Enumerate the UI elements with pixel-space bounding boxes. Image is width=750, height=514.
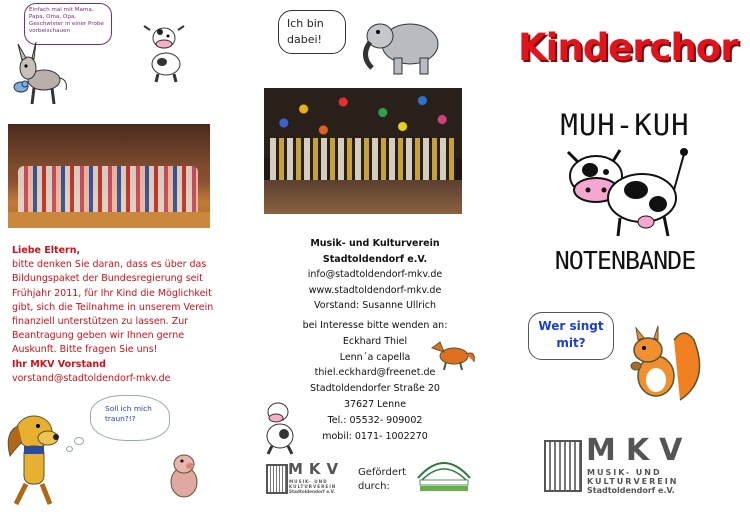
donkey-icon <box>10 42 70 107</box>
mkv-logo-large <box>544 433 714 495</box>
letter-line: Frühjahr 2011, für Ihr Kind die Möglichkeit <box>12 287 212 299</box>
mkv-logo-building-icon <box>266 464 288 494</box>
cow-cartoon-icon <box>142 22 188 84</box>
small-bird-icon <box>12 78 30 94</box>
thought-cloud <box>90 395 170 441</box>
mkv-large-letters: MKV <box>586 433 693 468</box>
contact-intro: bei Interesse bitte wenden an: <box>302 320 448 331</box>
speech-bubble-wer-singt-text: Wer singt mit? <box>538 319 604 350</box>
choir-photo-left <box>8 124 210 228</box>
middle-panel <box>250 0 500 514</box>
org-city: Stadtoldendorf e.V. <box>322 253 428 265</box>
pig-icon <box>164 450 204 500</box>
thought-cloud-text: Soll ich mich traun?!? <box>105 404 152 423</box>
org-name: Musik- und Kulturverein <box>310 238 440 249</box>
funded-label: Gefördert durch: <box>358 467 407 492</box>
sponsor-logo <box>414 458 474 494</box>
mkv-small-sub2: KULTURVEREIN <box>289 484 337 489</box>
contact-line: mobil: 0171- 1002270 <box>322 430 428 442</box>
mkv-large-sub3: Stadtoldendorf e.V. <box>587 486 675 495</box>
right-panel <box>500 0 750 514</box>
org-email[interactable]: info@stadtoldendorf-mkv.de <box>307 269 443 280</box>
letter-signature: Ihr MKV Vorstand <box>12 358 106 370</box>
speech-bubble-dabei <box>278 10 346 54</box>
contact-line: Stadtoldendorfer Straße 20 <box>310 383 440 395</box>
logo-top-text: MUH-KUH <box>560 108 690 142</box>
mkv-large-sub1: MUSIK- UND <box>587 468 662 477</box>
contact-line: Eckhard Thiel <box>342 335 408 347</box>
letter-line: Beantragung geben wir Ihnen gerne <box>12 330 185 342</box>
org-board: Vorstand: Susanne Ullrich <box>314 300 436 311</box>
elephant-icon <box>358 14 444 76</box>
muh-kuh-cow-icon <box>560 142 690 238</box>
mkv-small-sub1: MUSIK- UND <box>289 479 328 484</box>
logo-bottom-text: NOTENBANDE <box>554 246 696 275</box>
letter-greeting: Liebe Eltern, <box>12 245 81 256</box>
letter-line: Bildungspaket der Bundesregierung seit <box>12 273 203 285</box>
squirrel-icon <box>620 320 706 406</box>
left-panel <box>0 0 250 514</box>
mkv-small-sub3: Stadtoldendorf e.V. <box>289 489 335 494</box>
small-cow-icon <box>256 398 302 456</box>
mkv-logo-small <box>266 462 358 494</box>
title: Kinderchor <box>518 26 738 69</box>
speech-bubble-wer-singt <box>528 312 614 360</box>
fox-icon <box>426 332 476 372</box>
letter-line: bitte denken Sie daran, dass es über das <box>12 259 207 271</box>
parents-letter <box>12 244 244 386</box>
mkv-large-sub2: KULTURVEREIN <box>587 477 679 486</box>
speech-bubble-dabei-text: Ich bin dabei! <box>287 17 324 46</box>
speech-bubble-family <box>24 3 112 45</box>
letter-line: Auskunft. Bitte fragen Sie uns! <box>12 344 158 356</box>
mkv-logo-building-icon <box>544 440 582 492</box>
contact-line: Tel.: 05532- 909002 <box>327 414 423 426</box>
thought-dot <box>74 437 84 445</box>
speech-bubble-family-text: Einfach mal mit Mama, Papa, Oma, Opa, Geschwister in einer Probe vorbeischauen <box>29 7 104 34</box>
contact-line: 37627 Lenne <box>343 398 407 410</box>
letter-email[interactable]: vorstand@stadtoldendorf-mkv.de <box>12 372 171 384</box>
mkv-small-letters: MKV <box>288 460 345 478</box>
org-block <box>250 236 500 314</box>
letter-line: finanziell unterstützen zu lassen. Zur <box>12 316 189 328</box>
stage-photo <box>264 88 462 214</box>
contact-line: Lenn´a capella <box>339 351 411 363</box>
thought-dot <box>66 446 73 452</box>
letter-line: gibt, sich die Teilnahme in unserem Verein <box>12 301 214 313</box>
contact-email[interactable]: thiel.eckhard@freenet.de <box>314 367 436 379</box>
org-website[interactable]: www.stadtoldendorf-mkv.de <box>308 284 442 296</box>
dog-icon <box>2 410 64 508</box>
